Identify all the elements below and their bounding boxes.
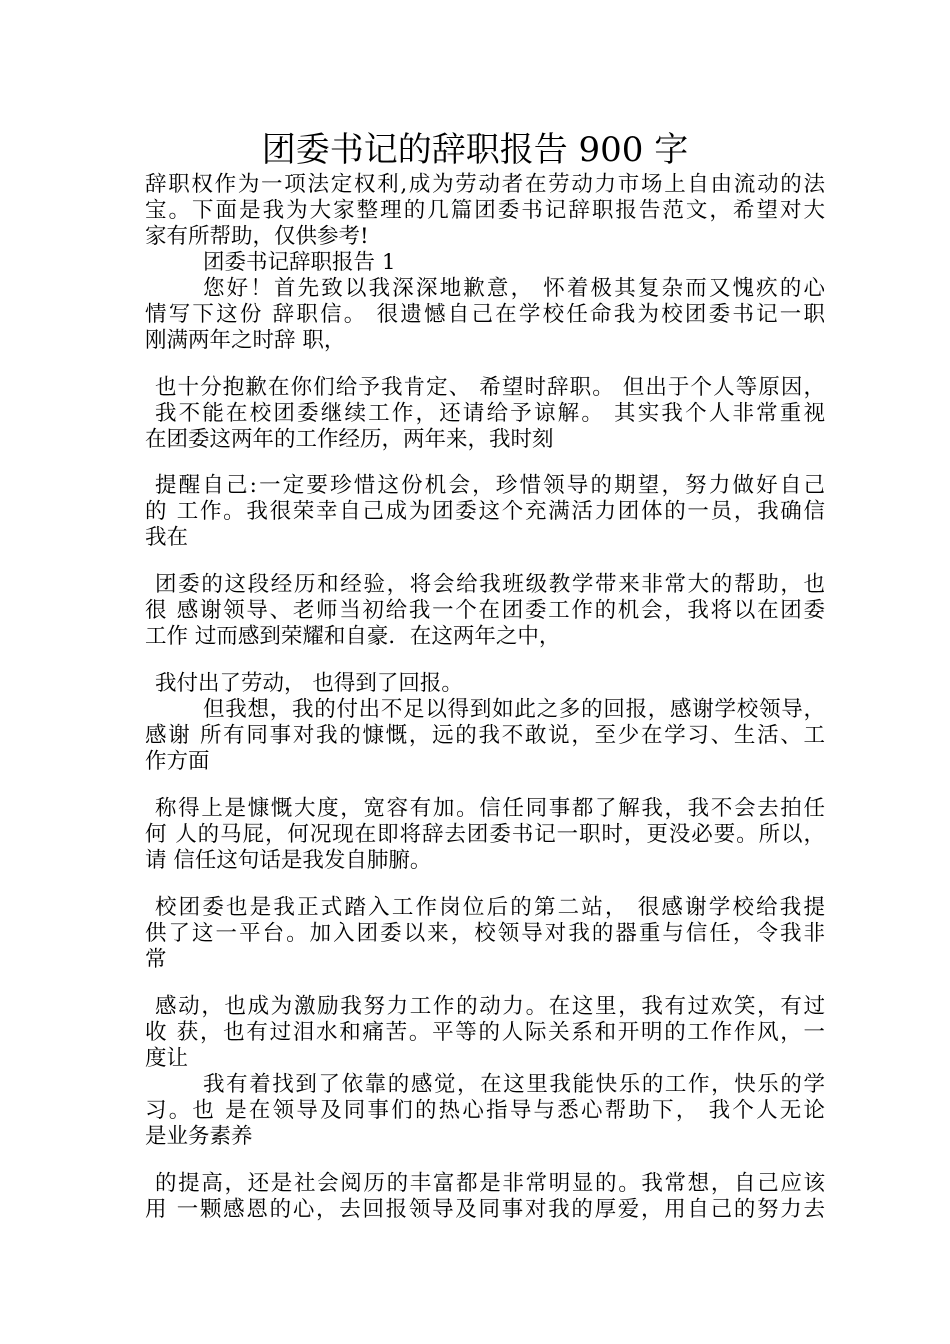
body-line: 供了这一平台。加入团委以来，校领导对我的器重与信任，令我非: [145, 921, 825, 946]
body-line: 您好！首先致以我深深地歉意， 怀着极其复杂而又愧疚的心: [203, 276, 825, 301]
body-line: 在团委这两年的工作经历，两年来，我时刻: [145, 427, 554, 452]
document-title: 团委书记的辞职报告 900 字: [261, 130, 689, 170]
body-line: 习。也 是在领导及同事们的热心指导与悉心帮助下， 我个人无论: [145, 1098, 825, 1123]
body-line: 请 信任这句话是我发自肺腑。: [145, 848, 432, 873]
body-line: 作方面: [145, 749, 210, 774]
body-line: 我付出了劳动， 也得到了回报。: [155, 671, 463, 696]
body-line: 的提高，还是社会阅历的丰富都是非常明显的。我常想，自己应该: [155, 1171, 825, 1196]
body-line: 感动，也成为激励我努力工作的动力。在这里，我有过欢笑，有过: [155, 994, 825, 1019]
body-line: 宝。下面是我为大家整理的几篇团委书记辞职报告范文，希望对大: [145, 198, 825, 223]
body-line: 是业务素养: [145, 1124, 253, 1149]
body-line: 提醒自己:一定要珍惜这份机会，珍惜领导的期望，努力做好自己: [155, 473, 825, 498]
body-line: 也十分抱歉在你们给予我肯定、 希望时辞职。 但出于个人等原因，: [155, 375, 825, 400]
body-line: 团委的这段经历和经验，将会给我班级教学带来非常大的帮助，也: [155, 572, 825, 597]
body-line: 工作 过而感到荣耀和自豪．在这两年之中，: [145, 624, 561, 649]
body-line: 辞职权作为一项法定权利,成为劳动者在劳动力市场上自由流动的法: [145, 172, 825, 197]
body-line: 但我想，我的付出不足以得到如此之多的回报，感谢学校领导，: [203, 697, 825, 722]
body-line: 家有所帮助，仅供参考!: [145, 224, 369, 249]
body-line: 情写下这份 辞职信。 很遗憾自己在学校任命我为校团委书记一职: [145, 302, 825, 327]
body-line: 度让: [145, 1046, 189, 1071]
body-line: 的 工作。我很荣幸自己成为团委这个充满活力团体的一员，我确信: [145, 499, 825, 524]
body-line: 用 一颗感恩的心，去回报领导及同事对我的厚爱，用自己的努力去: [145, 1197, 825, 1222]
body-line: 我不能在校团委继续工作，还请给予谅解。 其实我个人非常重视: [155, 401, 825, 426]
body-line: 我在: [145, 525, 189, 550]
body-line: 校团委也是我正式踏入工作岗位后的第二站， 很感谢学校给我提: [155, 895, 825, 920]
body-line: 常: [145, 947, 167, 972]
body-line: 称得上是慷慨大度，宽容有加。信任同事都了解我，我不会去拍任: [155, 796, 825, 821]
body-line: 刚满两年之时辞 职，: [145, 328, 346, 353]
body-line: 很 感谢领导、老师当初给我一个在团委工作的机会，我将以在团委: [145, 598, 825, 623]
body-line: 感谢 所有同事对我的慷慨，远的我不敢说，至少在学习、生活、工: [145, 723, 825, 748]
body-line: 我有着找到了依靠的感觉，在这里我能快乐的工作，快乐的学: [203, 1072, 825, 1097]
section-heading: 团委书记辞职报告 1: [203, 250, 396, 275]
body-line: 收 获，也有过泪水和痛苦。平等的人际关系和开明的工作作风，一: [145, 1020, 825, 1045]
body-line: 何 人的马屁，何况现在即将辞去团委书记一职时，更没必要。所以，: [145, 822, 825, 847]
